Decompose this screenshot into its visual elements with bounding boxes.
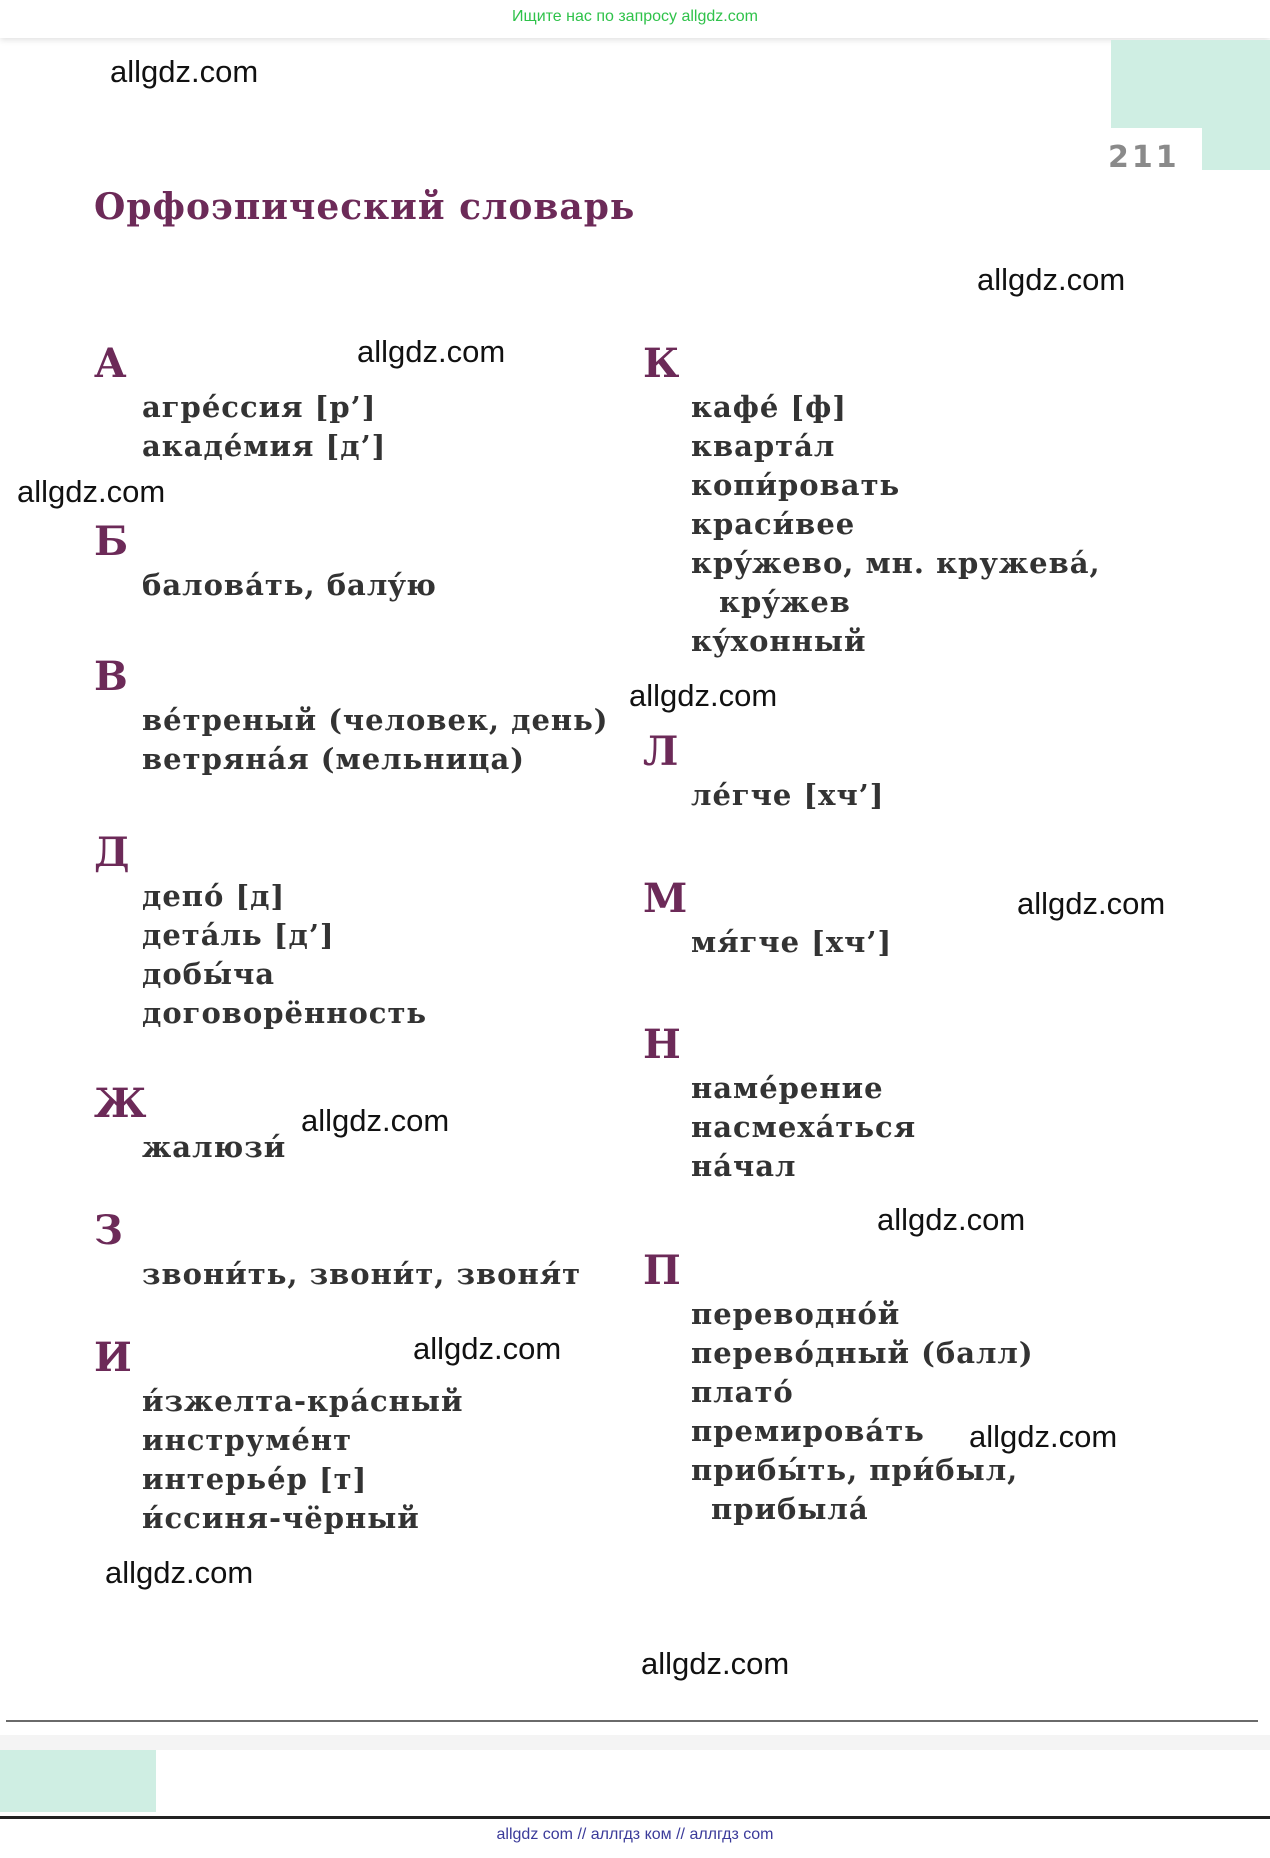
section-letter: М [643,875,688,922]
section-letter: П [643,1247,681,1294]
dictionary-entry: платó [691,1375,794,1409]
footer-watermark: allgdz com // аллгдз ком // аллгдз com [496,1826,774,1843]
dictionary-entry: инструмéнт [142,1423,353,1457]
section-letter: К [643,340,680,387]
letter-section-v [94,653,609,779]
watermark: allgdz.com [641,1646,790,1681]
watermark: allgdz.com [629,678,778,713]
dictionary-entry: вéтреный (человек, день) [142,703,609,737]
dictionary-entry: лéгче [хч’] [691,778,885,812]
dictionary-entry: крýжев [719,585,851,619]
section-letter: А [94,340,127,387]
dictionary-entry: кýхонный [691,624,867,658]
letter-section-k [643,340,1143,661]
section-letter: Ж [94,1080,147,1127]
section-letter: Д [94,829,130,876]
next-page-corner-decoration [0,1750,156,1812]
top-banner [0,0,1270,38]
dictionary-entry: договорённость [142,996,428,1030]
section-letter: Л [643,728,679,775]
letter-section-d [94,829,594,1033]
dictionary-entry: нáчал [691,1149,797,1183]
dictionary-entry: насмехáться [691,1110,917,1144]
dictionary-entry: и́зжелта-крáсный [142,1384,464,1418]
section-letter: Б [94,518,129,565]
watermark: allgdz.com [413,1331,562,1366]
top-banner-text: Ищите нас по запросу allgdz.com [512,8,758,25]
watermark: allgdz.com [1017,886,1166,921]
footer-divider [0,1816,1270,1819]
dictionary-entry: крýжево, мн. кружевá, [691,546,1101,580]
watermark: allgdz.com [977,262,1126,297]
letter-section-b [94,518,594,605]
section-letter: З [94,1207,123,1254]
dictionary-entry: агрéссия [р’] [142,390,377,424]
watermark: allgdz.com [357,334,506,369]
letter-section-z [94,1207,594,1294]
dictionary-entry: прибылá [711,1492,869,1526]
dictionary-entry: квартáл [691,429,836,463]
watermark: allgdz.com [17,474,166,509]
page-bottom-divider [6,1720,1258,1722]
dictionary-entry: акадéмия [д’] [142,429,387,463]
dictionary-entry: прибы́ть, при́был, [691,1453,1019,1487]
dictionary-entry: интерьéр [т] [142,1462,368,1496]
dictionary-entry: и́ссиня-чёрный [142,1501,420,1535]
dictionary-entry: краси́вее [691,507,856,541]
dictionary-entry: детáль [д’] [142,918,335,952]
letter-section-l [643,728,1143,815]
page-title: Орфоэпический словарь [94,186,636,228]
watermark: allgdz.com [105,1555,254,1590]
dictionary-entry: добы́ча [142,957,276,991]
page-number: 211 [1108,140,1180,175]
dictionary-entry: жалюзи́ [142,1130,287,1164]
next-page-top [156,1750,1270,1812]
dictionary-entry: намéрение [691,1071,884,1105]
letter-section-a [94,340,594,466]
dictionary-entry: ветрянáя (мельница) [142,742,525,776]
watermark: allgdz.com [301,1103,450,1138]
dictionary-entry: звони́ть, звони́т, звоня́т [142,1257,582,1291]
letter-section-p [643,1247,1143,1529]
dictionary-entry: перевóдный (балл) [691,1336,1034,1370]
section-letter: Н [643,1021,681,1068]
section-letter: И [94,1334,132,1381]
dictionary-entry: копи́ровать [691,468,901,502]
dictionary-entry: кафé [ф] [691,390,848,424]
dictionary-entry: депó [д] [142,879,286,913]
dictionary-entry: переводнóй [691,1297,901,1331]
dictionary-entry: премировáть [691,1414,925,1448]
watermark: allgdz.com [969,1419,1118,1454]
dictionary-entry: мя́гче [хч’] [691,925,893,959]
section-letter: В [94,653,128,700]
dictionary-entry: баловáть, балýю [142,568,437,602]
letter-section-n [643,1021,1143,1186]
watermark: allgdz.com [110,54,259,89]
watermark: allgdz.com [877,1202,1026,1237]
